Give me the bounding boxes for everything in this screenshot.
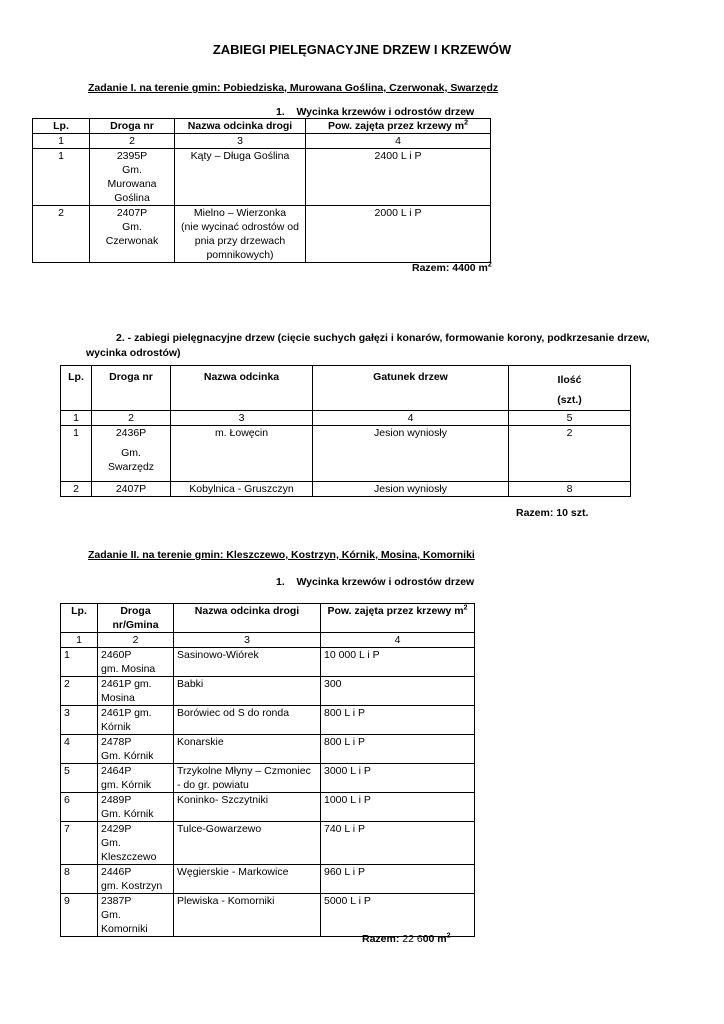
cell-lp: 9 — [61, 894, 98, 937]
cell-nazwa: m. Łowęcin — [171, 426, 313, 482]
cell-droga-gmina: Gm. Swarzędz — [107, 447, 155, 473]
z2-section1-table — [60, 603, 475, 937]
cell-nazwa: Koninko- Szczytniki — [174, 793, 321, 822]
z1-section2-title-line1: 2. - zabiegi pielęgnacyjne drzew (cięcie suchych gałęzi i konarów, formowanie korony, podkrzesanie drzew, — [116, 332, 650, 344]
col-header-gatunek: Gatunek drzew — [313, 366, 509, 411]
cell-lp: 6 — [61, 793, 98, 822]
cell-lp: 4 — [61, 735, 98, 764]
z1-section1-title-text: Wycinka krzewów i odrostów drzew — [296, 106, 475, 118]
z2-section1-total-unit: 00 m — [422, 933, 447, 945]
table-row — [61, 482, 631, 497]
z2-section1-number: 1. — [276, 576, 285, 588]
z1-section1-number: 1. — [276, 106, 285, 118]
cell-nazwa: Konarskie — [174, 735, 321, 764]
page-title: ZABIEGI PIELĘGNACYJNE DRZEW I KRZEWÓW — [212, 42, 512, 57]
cell-pow: 1000 L i P — [321, 793, 475, 822]
cell-droga: 2395P Gm. Murowana Goślina — [90, 149, 175, 206]
col-header-nazwa: Nazwa odcinka drogi — [175, 119, 306, 134]
col-header-pow-sup: 2 — [463, 604, 468, 612]
cell-pow: 960 L i P — [321, 865, 475, 894]
z2-section1-title-text: Wycinka krzewów i odrostów drzew — [296, 576, 475, 588]
z2-section1-total — [362, 933, 451, 945]
zadanie-1-header: Zadanie I. na terenie gmin: Pobiedziska, Murowana Goślina, Czerwonak, Swarzędz — [88, 82, 499, 94]
col-number: 5 — [509, 411, 631, 426]
cell-nazwa: Sasinowo-Wiórek — [174, 648, 321, 677]
z2-section1-title — [276, 576, 474, 588]
cell-pow: 10 000 L i P — [321, 648, 475, 677]
table-row — [61, 793, 475, 822]
z1-section2-total: Razem: 10 szt. — [516, 507, 589, 519]
col-header-pow — [321, 604, 475, 633]
z2-section1-total-value: 22 6 — [402, 933, 423, 945]
cell-droga: 2478P Gm. Kórnik — [98, 735, 174, 764]
cell-lp: 2 — [33, 206, 90, 263]
col-header-pow-text: Pow. zajęta przez krzewy m — [327, 605, 464, 617]
z1-section1-total-sup: 2 — [487, 261, 492, 269]
table-row — [61, 677, 475, 706]
col-number: 2 — [92, 411, 171, 426]
cell-gatunek: Jesion wyniosły — [313, 482, 509, 497]
cell-droga: 2407P — [92, 482, 171, 497]
col-number-row — [61, 633, 475, 648]
z2-section1-total-label: Razem: — [362, 933, 403, 945]
col-header-ilosc — [509, 366, 631, 411]
cell-lp: 1 — [33, 149, 90, 206]
cell-ilosc: 8 — [509, 482, 631, 497]
cell-nazwa: Trzykolne Młyny – Czmoniec - do gr. powiatu — [174, 764, 321, 793]
cell-lp: 3 — [61, 706, 98, 735]
cell-pow: 5000 L i P — [321, 894, 475, 937]
cell-droga: 2461P gm. Mosina — [98, 677, 174, 706]
col-header-droga: Droga nr/Gmina — [98, 604, 174, 633]
col-number: 4 — [306, 134, 491, 149]
col-header-pow — [306, 119, 491, 134]
table-row — [33, 149, 491, 206]
cell-lp: 8 — [61, 865, 98, 894]
cell-droga: 2461P gm. Kórnik — [98, 706, 174, 735]
cell-droga: 2387P Gm. Komorniki — [98, 894, 174, 937]
cell-droga: 2460P gm. Mosina — [98, 648, 174, 677]
col-header-lp: Lp. — [33, 119, 90, 134]
table-row — [33, 206, 491, 263]
table-header-row — [61, 366, 631, 411]
col-header-ilosc-unit: (szt.) — [557, 394, 582, 406]
col-number: 2 — [98, 633, 174, 648]
col-header-nazwa: Nazwa odcinka — [171, 366, 313, 411]
zadanie-2-header: Zadanie II. na terenie gmin: Kleszczewo, Kostrzyn, Kórnik, Mosina, Komorniki — [88, 549, 475, 561]
cell-nazwa: Węgierskie - Markowice — [174, 865, 321, 894]
cell-droga: 2429P Gm. Kleszczewo — [98, 822, 174, 865]
cell-lp: 2 — [61, 677, 98, 706]
col-number: 1 — [61, 633, 98, 648]
col-number: 3 — [175, 134, 306, 149]
z1-section1-title — [276, 106, 474, 118]
col-number: 2 — [90, 134, 175, 149]
table-row — [61, 648, 475, 677]
table-row — [61, 822, 475, 865]
cell-nazwa: Mielno – Wierzonka (nie wycinać odrostów od pnia przy drzewach pomnikowych) — [175, 206, 306, 263]
cell-lp: 1 — [61, 648, 98, 677]
cell-droga: 2464P gm. Kórnik — [98, 764, 174, 793]
cell-pow: 800 L i P — [321, 706, 475, 735]
z1-section2-table — [60, 365, 631, 497]
cell-droga-number: 2436P — [115, 427, 147, 439]
z1-section1-total-text: Razem: 4400 m — [412, 262, 488, 274]
col-number: 1 — [61, 411, 92, 426]
cell-droga: 2489P Gm. Kórnik — [98, 793, 174, 822]
table-header-row — [33, 119, 491, 134]
col-header-pow-sup: 2 — [464, 119, 469, 127]
cell-pow: 2400 L i P — [306, 149, 491, 206]
col-number-row — [33, 134, 491, 149]
col-header-ilosc-text: Ilość — [557, 374, 582, 386]
cell-nazwa: Borówiec od S do ronda — [174, 706, 321, 735]
col-header-lp: Lp. — [61, 604, 98, 633]
cell-ilosc: 2 — [509, 426, 631, 482]
col-number: 4 — [321, 633, 475, 648]
table-row — [61, 706, 475, 735]
z1-section2-title-line2: wycinka odrostów) — [86, 347, 181, 359]
table-row — [61, 426, 631, 482]
cell-pow: 300 — [321, 677, 475, 706]
col-number: 3 — [174, 633, 321, 648]
cell-pow: 800 L i P — [321, 735, 475, 764]
cell-droga: 2446P gm. Kostrzyn — [98, 865, 174, 894]
col-number: 3 — [171, 411, 313, 426]
col-header-pow-text: Pow. zajęta przez krzewy m — [327, 120, 465, 132]
cell-nazwa: Plewiska - Komorniki — [174, 894, 321, 937]
cell-nazwa: Tulce-Gowarzewo — [174, 822, 321, 865]
table-row — [61, 735, 475, 764]
col-header-droga: Droga nr — [92, 366, 171, 411]
z2-section1-total-sup: 2 — [446, 932, 451, 940]
cell-gatunek: Jesion wyniosły — [313, 426, 509, 482]
cell-lp: 1 — [61, 426, 92, 482]
cell-pow: 740 L i P — [321, 822, 475, 865]
col-number: 1 — [33, 134, 90, 149]
col-number-row — [61, 411, 631, 426]
col-number: 4 — [313, 411, 509, 426]
col-header-droga: Droga nr — [90, 119, 175, 134]
table-header-row — [61, 604, 475, 633]
table-row — [61, 894, 475, 937]
col-header-lp: Lp. — [61, 366, 92, 411]
cell-nazwa: Kąty – Długa Goślina — [175, 149, 306, 206]
cell-pow: 2000 L i P — [306, 206, 491, 263]
z1-section1-table — [32, 118, 491, 263]
cell-nazwa: Kobylnica - Gruszczyn — [171, 482, 313, 497]
cell-droga: 2407P Gm. Czerwonak — [90, 206, 175, 263]
col-header-nazwa: Nazwa odcinka drogi — [174, 604, 321, 633]
z1-section1-total — [412, 262, 492, 274]
cell-lp: 7 — [61, 822, 98, 865]
cell-lp: 5 — [61, 764, 98, 793]
cell-nazwa: Babki — [174, 677, 321, 706]
table-row — [61, 764, 475, 793]
cell-lp: 2 — [61, 482, 92, 497]
cell-droga — [92, 426, 171, 482]
table-row — [61, 865, 475, 894]
cell-pow: 3000 L i P — [321, 764, 475, 793]
